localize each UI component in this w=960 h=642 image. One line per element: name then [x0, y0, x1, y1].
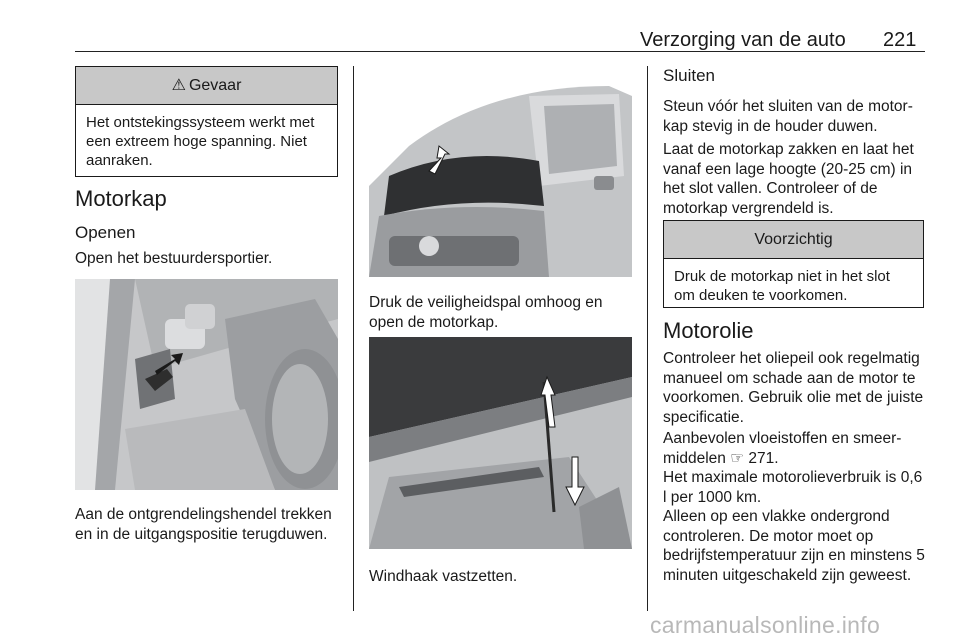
illustration-release-lever: [75, 279, 338, 490]
warning-triangle-icon: ⚠: [171, 77, 186, 94]
closing-paragraph-2: Laat de motorkap zakken en laat het vanaf een lage hoogte (20-25 cm) in het slot vallen. Controleer of de motorkap vergrendeld is.: [663, 141, 914, 217]
illustration-van-hood: [369, 66, 632, 277]
illustration-hood-prop: [369, 337, 632, 549]
column-divider-left: [353, 66, 354, 611]
caution-box-title: Voorzichtig: [664, 221, 923, 259]
oil-paragraph-1: Controleer het oliepeil ook regelmatig manueel om schade aan de motor te voorkomen. Gebruik olie met de juiste specificatie.: [663, 350, 924, 426]
watermark: carmanualsonline.info: [650, 612, 881, 638]
section-title-motorolie: Motorolie: [663, 318, 754, 343]
step-press-safety-catch: Druk de veiligheidspal omhoog en open de motorkap.: [369, 294, 603, 331]
subsection-title-sluiten: Sluiten: [663, 66, 715, 85]
section-title-motorkap: Motorkap: [75, 186, 167, 211]
oil-paragraph-3: Het maximale motorolieverbruik is 0,6 l per 1000 km.: [663, 469, 923, 506]
header-rule: [75, 51, 925, 52]
danger-box-text: Het ontstekingssysteem werkt met een extreem hoge spanning. Niet aanraken.: [86, 114, 315, 169]
danger-box-title: Gevaar: [188, 77, 242, 94]
caution-box-text: Druk de motorkap niet in het slot om deuken te voorkomen.: [674, 268, 890, 304]
subsection-title-openen: Openen: [75, 223, 136, 242]
column-divider-right: [647, 66, 648, 611]
step-pull-release-lever: Aan de ontgrendelingshendel trekken en in de uitgangspositie terugduwen.: [75, 506, 332, 543]
danger-warning-box: [75, 66, 338, 177]
step-secure-prop-rod: Windhaak vastzetten.: [369, 568, 518, 585]
closing-paragraph-1: Steun vóór het sluiten van de motor-kap stevig in de houder duwen.: [663, 98, 913, 135]
running-header-title: Verzorging van de auto: [640, 29, 846, 51]
oil-paragraph-2: Aanbevolen vloeistoffen en smeer-middelen ☞ 271.: [663, 430, 902, 467]
oil-paragraph-4: Alleen op een vlakke ondergrond controleren. De motor moet op bedrijfstemperatuur zijn en minstens 5 minuten uitgeschakeld zijn geweest.: [663, 508, 925, 584]
caution-box: [663, 220, 924, 308]
page-number: 221: [883, 29, 917, 51]
danger-box-header: [76, 67, 337, 105]
step-open-door: Open het bestuurdersportier.: [75, 250, 273, 267]
